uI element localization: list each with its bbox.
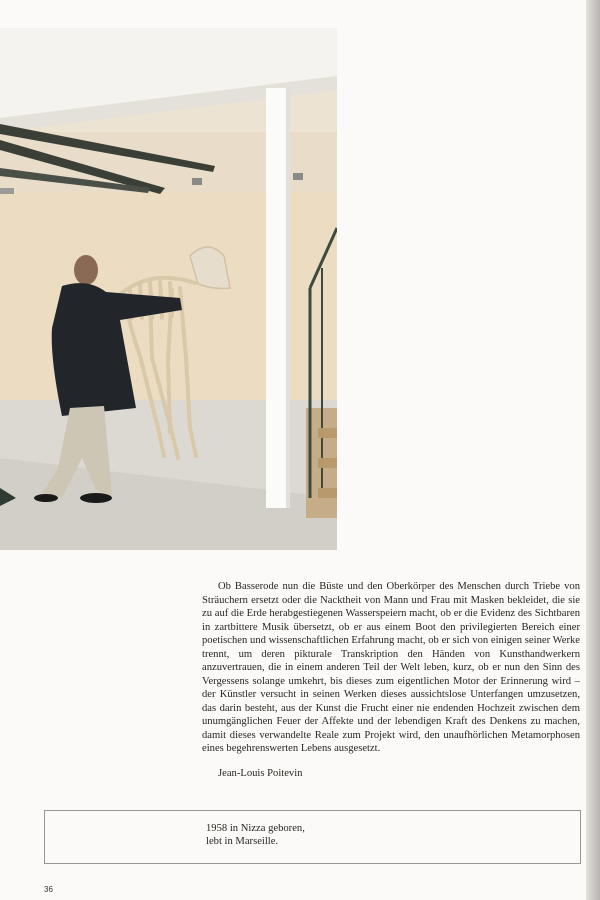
artist-bio-box bbox=[44, 810, 581, 864]
installation-photo bbox=[0, 28, 337, 550]
page-edge bbox=[586, 0, 600, 900]
page-number: 36 bbox=[44, 885, 53, 894]
bio-birth-line: 1958 in Nizza geboren, bbox=[206, 823, 305, 834]
essay-paragraph: Ob Basserode nun die Büste und den Oberkörper des Menschen durch Triebe von Sträuchern ersetzt oder die Nacktheit von Mann und Frau mit Masken bekleidet, die sie zu auf die Erde herabgestiegenen Wasserspeiern macht, ob er die Evidenz des Sichtbaren in zartbittere Musik übersetzt, ob er aus einem Boot den privilegierten Bereich einer poetischen und wissenschaftlichen Erfahrung macht, ob er sich von einigen seiner Werke trennt, um deren pikturale Transkription den Händen von Kunsthandwerkern anzuvertrauen, die in einem anderen Teil der Welt leben, kurz, ob er nun den Sinn des Vergessens solange umkehrt, bis dieses zum eigentlichen Motor der Erinnerung wird – der Künstler versucht in seinen Werken dieses aussichtslose Unterfangen umzusetzen, das darin besteht, aus der Kunst die Frucht einer nie endenden Hochzeit zwischen dem unumgänglichen Feuer der Affekte und der lebendigen Kraft des Denkens zu machen, damit dieses verwandelte Reale zum Projekt wird, den unaufhörlichen Metamorphosen eines begehrenswerten Lebens ausgesetzt. bbox=[202, 581, 580, 754]
essay-author: Jean-Louis Poitevin bbox=[218, 768, 303, 779]
bio-residence-line: lebt in Marseille. bbox=[206, 836, 279, 847]
photo-scene bbox=[0, 28, 337, 550]
